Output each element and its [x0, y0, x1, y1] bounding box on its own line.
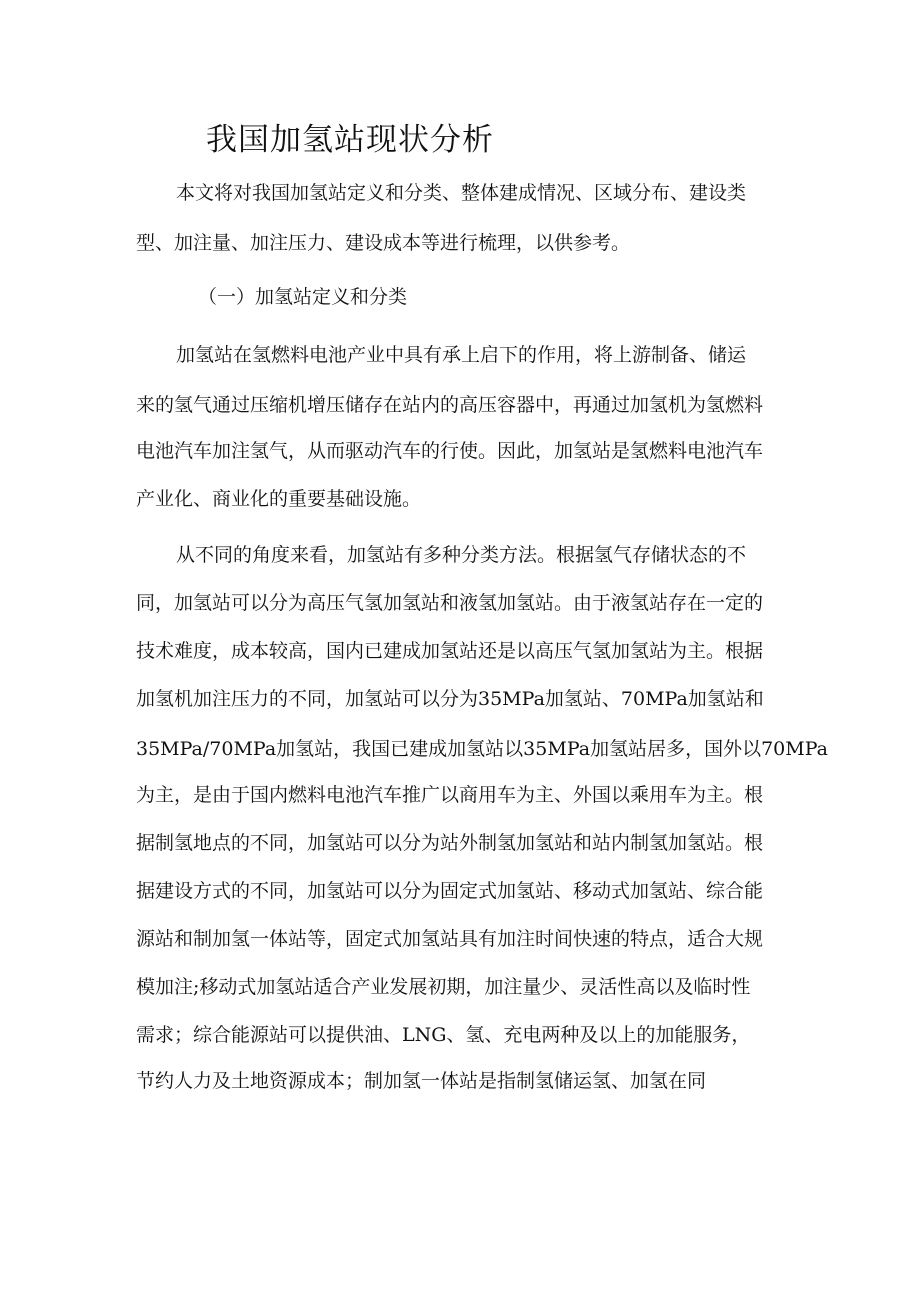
- intro-line-1: 本文将对我国加氢站定义和分类、整体建成情况、区域分布、建设类: [176, 182, 747, 204]
- section-heading: （一）加氢站定义和分类: [198, 286, 408, 308]
- paragraph2-line-4: 加氢机加注压力的不同，加氢站可以分为35MPa加氢站、70MPa加氢站和: [136, 688, 764, 710]
- paragraph2-line-11: 需求；综合能源站可以提供油、LNG、氢、充电两种及以上的加能服务，: [136, 1024, 751, 1046]
- paragraph1-line-3: 电池汽车加注氢气，从而驱动汽车的行使。因此，加氢站是氢燃料电池汽车: [136, 440, 764, 462]
- paragraph2-line-2: 同，加氢站可以分为高压气氢加氢站和液氢加氢站。由于液氢站存在一定的: [136, 592, 764, 614]
- intro-line-2: 型、加注量、加注压力、建设成本等进行梳理，以供参考。: [136, 232, 631, 254]
- paragraph2-line-3: 技术难度，成本较高，国内已建成加氢站还是以高压气氢加氢站为主。根据: [136, 640, 764, 662]
- paragraph1-line-4: 产业化、商业化的重要基础设施。: [136, 488, 422, 510]
- paragraph2-line-8: 据建设方式的不同，加氢站可以分为固定式加氢站、移动式加氢站、综合能: [136, 880, 764, 902]
- paragraph1-line-1: 加氢站在氢燃料电池产业中具有承上启下的作用，将上游制备、储运: [176, 344, 747, 366]
- paragraph2-line-7: 据制氢地点的不同，加氢站可以分为站外制氢加氢站和站内制氢加氢站。根: [136, 832, 764, 854]
- paragraph2-line-6: 为主，是由于国内燃料电池汽车推广以商用车为主、外国以乘用车为主。根: [136, 784, 764, 806]
- paragraph2-line-9: 源站和制加氢一体站等，固定式加氢站具有加注时间快速的特点，适合大规: [136, 928, 764, 950]
- paragraph2-line-5: 35MPa/70MPa加氢站，我国已建成加氢站以35MPa加氢站居多，国外以70MPa: [136, 738, 828, 760]
- paragraph2-line-10: 模加注;移动式加氢站适合产业发展初期，加注量少、灵活性高以及临时性: [136, 976, 751, 998]
- document-title: 我国加氢站现状分析: [206, 122, 494, 158]
- paragraph2-line-1: 从不同的角度来看，加氢站有多种分类方法。根据氢气存储状态的不: [176, 544, 747, 566]
- paragraph1-line-2: 来的氢气通过压缩机增压储存在站内的高压容器中，再通过加氢机为氢燃料: [136, 394, 764, 416]
- paragraph2-line-12: 节约人力及土地资源成本；制加氢一体站是指制氢储运氢、加氢在同: [136, 1070, 707, 1092]
